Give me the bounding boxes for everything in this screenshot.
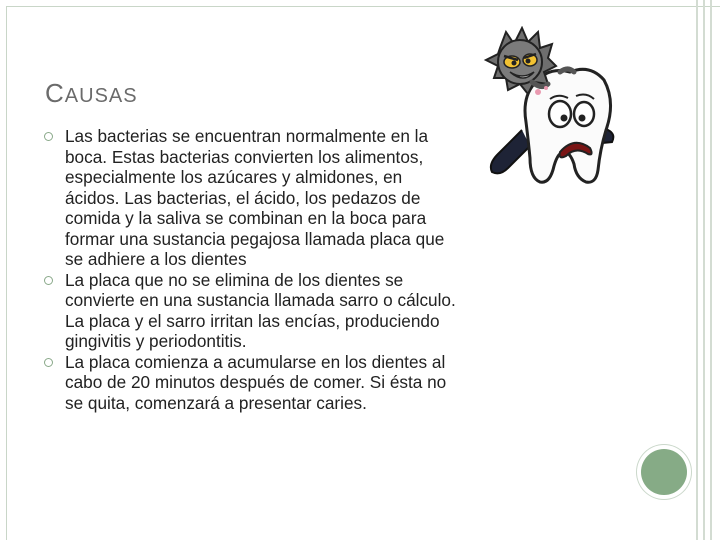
slide-title-rest: AUSAS: [64, 85, 138, 107]
slide-title-initial: C: [45, 78, 65, 108]
decorative-rail: [703, 0, 705, 540]
bullet-item: [44, 126, 456, 270]
bullet-item: [44, 270, 456, 352]
bullet-icon: [44, 276, 53, 285]
bullet-text: Las bacterias se encuentran normalmente en la boca. Estas bacterias convierten los alimentos, especialmente los azúcares y almidones, en ácidos. Las bacterias, el ácido, los pedazos de comida y la saliva se combinan en la boca para formar una sustancia pegajosa llamada placa que se adhiere a los dientes: [65, 126, 445, 269]
bullet-icon: [44, 132, 53, 141]
bullet-text: La placa comienza a acumularse en los dientes al cabo de 20 minutos después de comer. Si ésta no se quita, comenzará a presentar caries.: [65, 351, 447, 413]
bullet-text: La placa que no se elimina de los dientes se convierte en una sustancia llamada sarro o cálculo. La placa y el sarro irritan las encías, produciendo gingivitis y periodontitis.: [65, 269, 456, 351]
decorative-rail: [710, 0, 712, 540]
bullet-item: [44, 352, 456, 414]
bullet-list: [44, 126, 456, 413]
decorative-circle-icon: [641, 449, 687, 495]
tooth-germ-illustration-icon: [478, 26, 618, 188]
slide-title: [45, 78, 138, 109]
decorative-rail: [696, 0, 698, 540]
bullet-icon: [44, 358, 53, 367]
